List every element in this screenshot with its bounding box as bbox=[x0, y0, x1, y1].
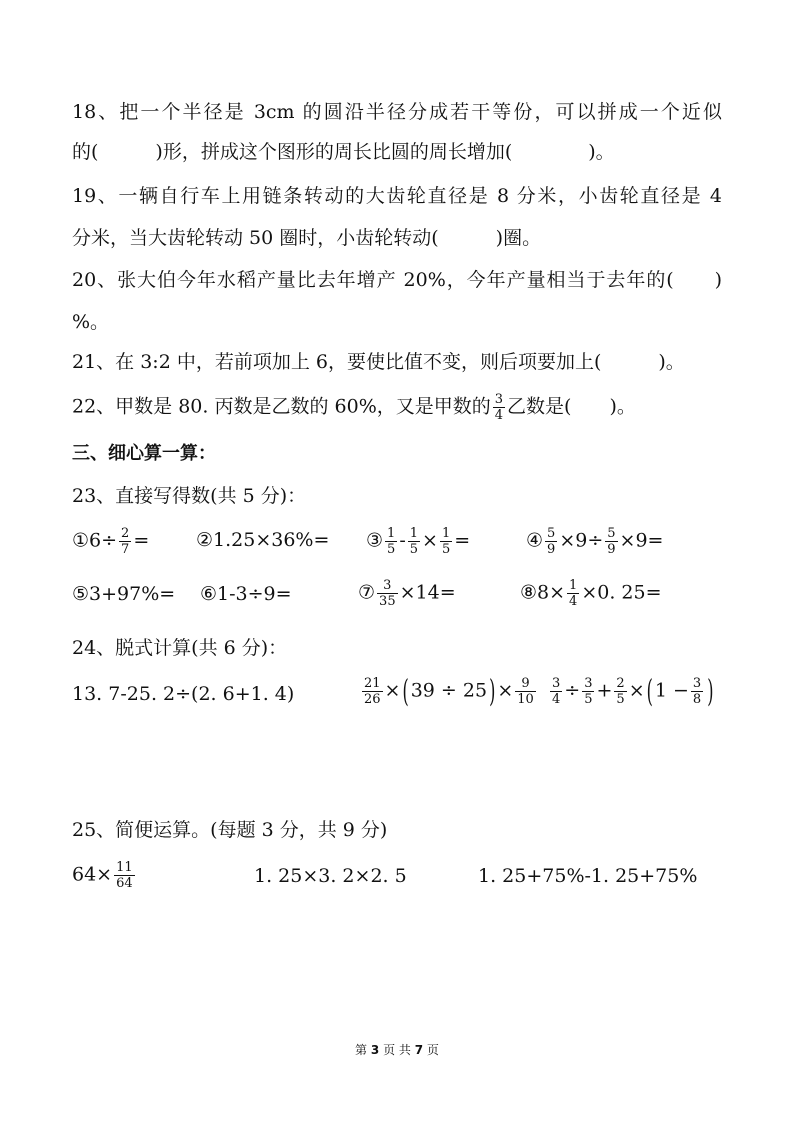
q24-expression-3 bbox=[548, 672, 715, 709]
paren: ( bbox=[646, 672, 653, 709]
expr-text: = bbox=[133, 529, 150, 552]
q23-item-8 bbox=[520, 578, 662, 609]
q23-item-5 bbox=[72, 582, 175, 606]
fraction-numerator: 3 bbox=[552, 676, 561, 691]
q23-item-6 bbox=[200, 582, 292, 606]
q20-line2: %。 bbox=[72, 311, 110, 333]
fraction-denominator: 35 bbox=[379, 594, 396, 609]
fraction-numerator: 5 bbox=[607, 526, 616, 541]
fraction-denominator: 5 bbox=[584, 692, 593, 707]
q20-line1: 20、张大伯今年水稻产量比去年增产 20%，今年产量相当于去年的( ) bbox=[72, 269, 722, 291]
q24-title: 24、脱式计算(共 6 分)： bbox=[72, 637, 288, 659]
expr-text: ×9÷ bbox=[559, 529, 604, 552]
expr-text: × bbox=[628, 679, 645, 702]
q22-fraction bbox=[493, 392, 505, 423]
fraction-numerator: 21 bbox=[364, 676, 381, 691]
q23-item-4 bbox=[526, 526, 663, 557]
expr-text: 64× bbox=[72, 863, 113, 886]
total-pages: 7 bbox=[414, 1043, 424, 1057]
q25-title: 25、简便运算。(每题 3 分，共 9 分) bbox=[72, 819, 388, 841]
fraction-numerator: 3 bbox=[692, 676, 702, 691]
fraction-denominator: 5 bbox=[441, 542, 451, 557]
expr-text: + bbox=[596, 679, 613, 702]
q23-item-2 bbox=[196, 528, 329, 552]
q23-title: 23、直接写得数(共 5 分)： bbox=[72, 485, 307, 507]
q22-text-1: 22、甲数是 80. 丙数是乙数的 60%，又是甲数的 bbox=[72, 395, 491, 418]
fraction-denominator: 4 bbox=[552, 692, 561, 707]
expr-text: ⑥1-3÷9= bbox=[200, 583, 292, 605]
expr-text: ⑧8× bbox=[520, 581, 566, 604]
footer-text: 第 bbox=[355, 1043, 368, 1057]
fraction-denominator: 64 bbox=[116, 876, 133, 891]
q22-line bbox=[72, 392, 636, 423]
footer-text: 页 bbox=[426, 1043, 439, 1057]
fraction-numerator: 1 bbox=[441, 526, 451, 541]
q23-item-1 bbox=[72, 526, 149, 557]
fraction-numerator: 1 bbox=[569, 578, 578, 593]
fraction-numerator: 5 bbox=[547, 526, 556, 541]
expr-text: ①6÷ bbox=[72, 529, 118, 552]
paren: ) bbox=[707, 672, 714, 709]
fraction-numerator: 1 bbox=[387, 526, 396, 541]
fraction-denominator: 8 bbox=[692, 692, 702, 707]
footer-text: 页 共 bbox=[383, 1043, 411, 1057]
fraction-numerator: 2 bbox=[121, 526, 130, 541]
expr-text: - bbox=[399, 529, 406, 552]
expr-text: 1 − bbox=[654, 679, 689, 702]
q18-line1: 18、把一个半径是 3cm 的圆沿半径分成若干等份，可以拼成一个近似 bbox=[72, 101, 722, 123]
fraction-numerator: 2 bbox=[616, 676, 625, 691]
fraction-numerator: 3 bbox=[383, 578, 392, 593]
q19-line1: 19、一辆自行车上用链条转动的大齿轮直径是 8 分米，小齿轮直径是 4 bbox=[72, 185, 722, 207]
fraction-numerator: 3 bbox=[494, 392, 504, 407]
expr-text: ×0. 25= bbox=[581, 581, 662, 604]
fraction-numerator: 11 bbox=[116, 860, 133, 875]
fraction-denominator: 4 bbox=[569, 594, 578, 609]
fraction-denominator: 4 bbox=[494, 408, 504, 423]
q19-line2: 分米，当大齿轮转动 50 圈时，小齿轮转动( )圈。 bbox=[72, 227, 542, 249]
page-footer bbox=[0, 1041, 794, 1058]
expr-text: 39 ÷ 25 bbox=[410, 679, 488, 702]
fraction-denominator: 5 bbox=[409, 542, 419, 557]
fraction-numerator: 9 bbox=[521, 676, 530, 691]
expr-text: × bbox=[497, 679, 514, 702]
expr-text: ②1.25×36%= bbox=[196, 529, 330, 551]
expr-text: = bbox=[454, 529, 471, 552]
expr-text: × bbox=[422, 529, 438, 552]
q24-expression-2 bbox=[360, 672, 538, 709]
expr-text: ÷ bbox=[564, 679, 581, 702]
expr-text: × bbox=[384, 679, 401, 702]
q18-line2: 的( )形，拼成这个图形的周长比圆的周长增加( )。 bbox=[72, 141, 615, 163]
q23-item-3 bbox=[366, 526, 470, 557]
q25-expression-3: 1. 25+75%-1. 25+75% bbox=[478, 865, 698, 887]
section-title: 三、细心算一算： bbox=[72, 443, 216, 464]
fraction-denominator: 7 bbox=[121, 542, 130, 557]
expr-text: ⑤3+97%= bbox=[72, 583, 176, 605]
page-number: 3 bbox=[370, 1043, 380, 1057]
fraction-denominator: 9 bbox=[547, 542, 556, 557]
expr-text: ③ bbox=[366, 529, 384, 552]
fraction-denominator: 26 bbox=[364, 692, 381, 707]
q25-expression-2: 1. 25×3. 2×2. 5 bbox=[254, 865, 407, 887]
q23-item-7 bbox=[358, 578, 456, 609]
q21-line: 21、在 3:2 中，若前项加上 6，要使比值不变，则后项要加上( )。 bbox=[72, 351, 685, 373]
paren: ( bbox=[402, 672, 409, 709]
expr-text: ⑦ bbox=[358, 581, 376, 604]
fraction-numerator: 3 bbox=[584, 676, 593, 691]
expr-text: ×9= bbox=[619, 529, 664, 552]
fraction-numerator: 1 bbox=[409, 526, 419, 541]
expr-text: ×14= bbox=[399, 581, 456, 604]
fraction-denominator: 9 bbox=[607, 542, 616, 557]
expr-text: ④ bbox=[526, 529, 544, 552]
fraction-denominator: 10 bbox=[517, 692, 534, 707]
q22-text-2: 乙数是( )。 bbox=[507, 395, 636, 418]
fraction-denominator: 5 bbox=[387, 542, 396, 557]
fraction-denominator: 5 bbox=[616, 692, 625, 707]
q24-expression-1: 13. 7-25. 2÷(2. 6+1. 4) bbox=[72, 683, 295, 705]
q25-expression-1 bbox=[72, 860, 137, 891]
paren: ) bbox=[489, 672, 496, 709]
